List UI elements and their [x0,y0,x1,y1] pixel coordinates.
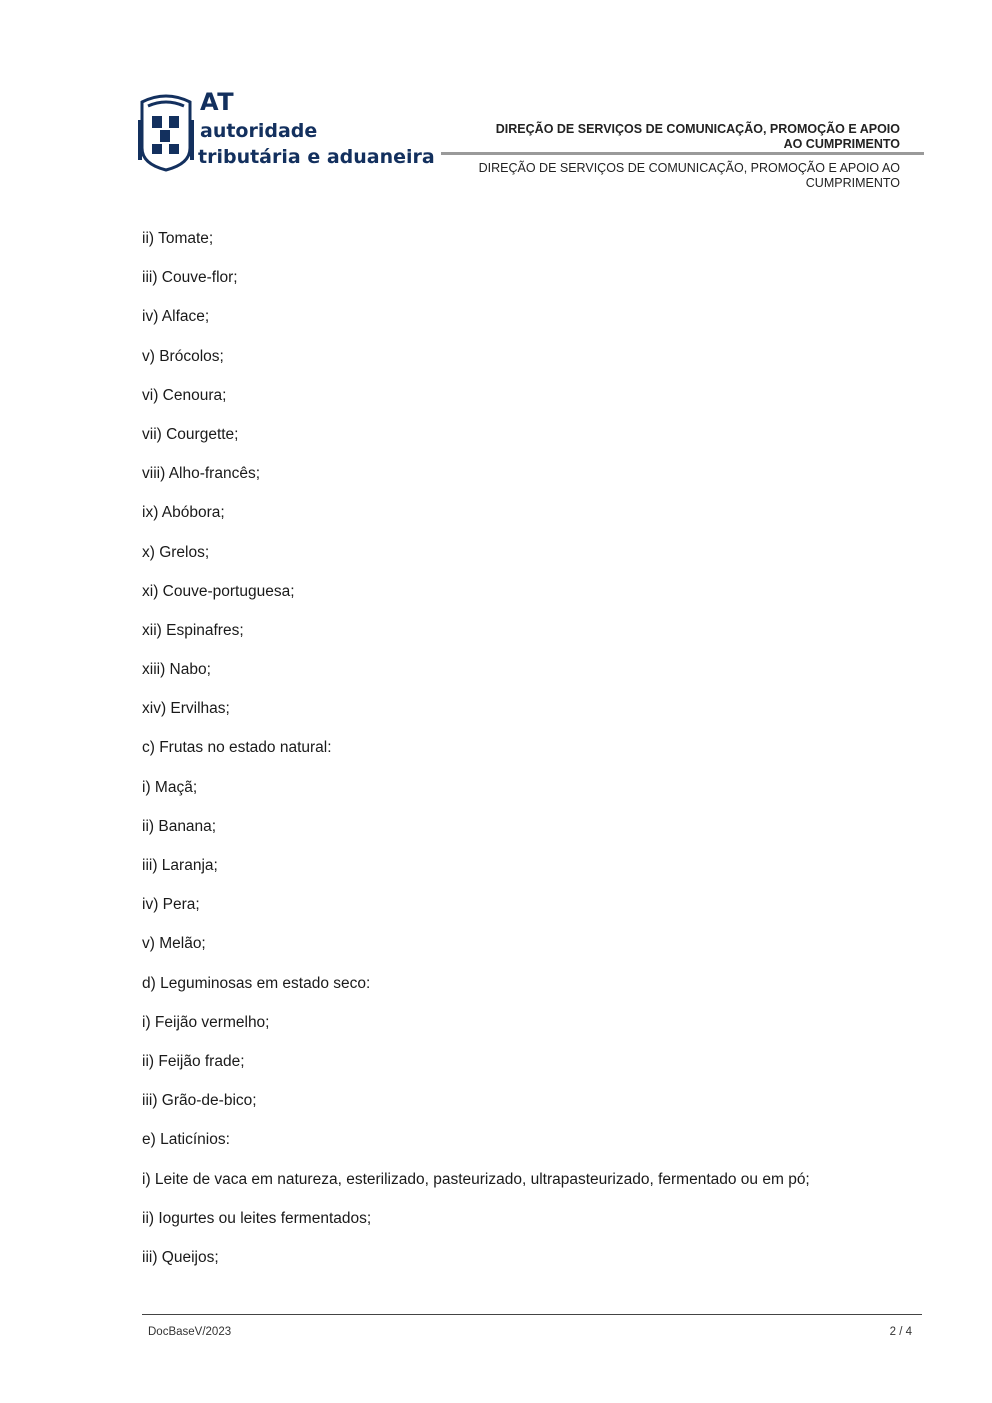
list-item: xiv) Ervilhas; [142,700,230,718]
logo-text-at: AT [200,88,235,116]
item-list [142,229,922,1287]
department-title-bold: DIREÇÃO DE SERVIÇOS DE COMUNICAÇÃO, PROMOÇÃO E APOIO AO CUMPRIMENTO [495,122,900,151]
list-item: d) Leguminosas em estado seco: [142,974,371,992]
list-item: ii) Tomate; [142,230,214,247]
list-item: iii) Queijos; [142,1248,219,1266]
list-item: ix) Abóbora; [142,504,225,522]
list-item: ii) Feijão frade; [142,1052,245,1070]
list-item: viii) Alho-francês; [142,465,261,483]
list-item: xii) Espinafres; [142,621,244,639]
list-item: xi) Couve-portuguesa; [142,582,295,600]
logo-text-autoridade: autoridade [200,120,318,142]
list-item: ii) Iogurtes ou leites fermentados; [142,1209,372,1227]
list-item: x) Grelos; [142,543,210,561]
list-item: c) Frutas no estado natural: [142,739,332,757]
list-item: iv) Pera; [142,896,200,914]
page-number: 2 / 4 [889,1326,912,1338]
header-divider [441,152,924,155]
footer-divider [142,1314,922,1315]
list-item: vi) Cenoura; [142,386,227,404]
list-item: i) Leite de vaca em natureza, esterilizado, pasteurizado, ultrapasteurizado, fermentado ou em pó; [142,1170,810,1188]
at-logo [138,88,438,174]
list-item: iii) Laranja; [142,857,218,874]
list-item: xiii) Nabo; [142,661,211,679]
list-item: iii) Couve-flor; [142,269,238,287]
list-item: i) Feijão vermelho; [142,1013,270,1031]
logo-text-tributaria: tributária e aduaneira [198,146,435,168]
list-item: iii) Grão-de-bico; [142,1092,257,1110]
list-item: ii) Banana; [142,817,217,835]
list-item: vii) Courgette; [142,425,239,443]
list-item: v) Melão; [142,935,206,953]
list-item: iv) Alface; [142,308,210,326]
document-id: DocBaseV/2023 [148,1326,232,1338]
list-item: v) Brócolos; [142,347,224,365]
portugal-shield-icon [138,92,194,172]
list-item: e) Laticínios: [142,1131,230,1149]
department-title: DIREÇÃO DE SERVIÇOS DE COMUNICAÇÃO, PROMOÇÃO E APOIO AO CUMPRIMENTO [478,161,900,190]
list-item: i) Maçã; [142,778,198,796]
